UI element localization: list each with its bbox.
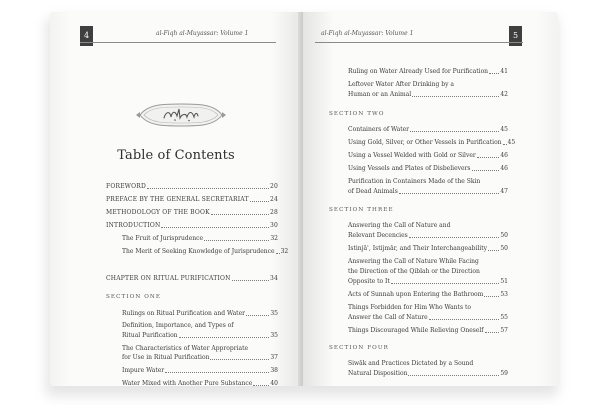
left-page bbox=[50, 12, 302, 386]
toc-entry: Using a Vessel Welded with Gold or Silver 46 bbox=[348, 152, 508, 159]
right-page bbox=[303, 12, 558, 386]
toc-entry-line: Answering the Call of Nature While Facing bbox=[348, 258, 479, 265]
page-number: 5 bbox=[509, 26, 522, 46]
toc-entry-preface: PREFACE BY THE GENERAL SECRETARIAT 24 bbox=[106, 196, 278, 203]
toc-entry-foreword: FOREWORD 20 bbox=[106, 183, 278, 190]
toc-entry: of Dead Animals 47 bbox=[348, 188, 508, 195]
toc-title: Table of Contents bbox=[117, 148, 235, 163]
toc-entry: Opposite to It 51 bbox=[348, 278, 508, 285]
toc-entry-line: Purification in Containers Made of the Skin bbox=[348, 178, 481, 185]
toc-entry: Impure Water 38 bbox=[122, 367, 278, 374]
toc-entry-line: Answering the Call of Nature and bbox=[348, 222, 451, 229]
toc-entry: Water Mixed with Another Pure Substance 40 bbox=[122, 380, 278, 386]
toc-entry-line: Leftover Water After Drinking by a bbox=[348, 81, 454, 88]
toc-entry: Natural Disposition 59 bbox=[348, 370, 508, 377]
toc-entry: Istinjāʾ, Istijmār, and Their Interchangeability 50 bbox=[348, 245, 508, 252]
toc-entry-introduction: INTRODUCTION 30 bbox=[106, 222, 278, 229]
toc-entry: Things Discouraged While Relieving Oneself 57 bbox=[348, 327, 508, 334]
toc-entry: Using Vessels and Plates of Disbelievers 46 bbox=[348, 165, 508, 172]
toc-entry-merit: The Merit of Seeking Knowledge of Jurisprudence 32 bbox=[122, 248, 289, 255]
toc-entry-line: The Characteristics of Water Appropriate bbox=[122, 345, 249, 352]
toc-entry: Using Gold, Silver, or Other Vessels in Purification 45 bbox=[348, 139, 516, 146]
toc-entry: for Use in Ritual Purification 37 bbox=[122, 354, 278, 361]
toc-entry: Human or an Animal 42 bbox=[348, 91, 508, 98]
toc-entry-methodology: METHODOLOGY OF THE BOOK 28 bbox=[106, 209, 278, 216]
toc-entry-line: the Direction of the Qiblah or the Direction bbox=[348, 268, 480, 275]
toc-entry-line: Definition, Importance, and Types of bbox=[122, 322, 234, 329]
toc-entry-fruit: The Fruit of Jurisprudence 32 bbox=[122, 235, 278, 242]
section-heading: SECTION THREE bbox=[329, 207, 394, 213]
toc-entry: Acts of Sunnah upon Entering the Bathroom 53 bbox=[348, 291, 508, 298]
toc-entry: Containers of Water 45 bbox=[348, 126, 508, 133]
toc-entry-line: Siwāk and Practices Dictated by a Sound bbox=[348, 360, 474, 367]
page-number: 4 bbox=[80, 26, 93, 46]
toc-entry: Rulings on Ritual Purification and Water 35 bbox=[122, 310, 278, 317]
header-rule bbox=[315, 42, 523, 43]
toc-entry: Relevant Decencies 50 bbox=[348, 232, 508, 239]
toc-entry: Ritual Purification 35 bbox=[122, 332, 278, 339]
section-heading: SECTION TWO bbox=[329, 111, 385, 117]
section-heading: SECTION FOUR bbox=[329, 345, 389, 351]
calligraphy-ornament-icon bbox=[134, 102, 228, 128]
running-head: al-Fiqh al-Muyassar: Volume 1 bbox=[321, 30, 414, 37]
toc-entry-chapter-purification: CHAPTER ON RITUAL PURIFICATION 34 bbox=[106, 275, 278, 282]
toc-entry-line: Things Forbidden for Him Who Wants to bbox=[348, 304, 471, 311]
toc-entry: Answer the Call of Nature 55 bbox=[348, 314, 508, 321]
header-rule bbox=[80, 42, 276, 43]
section-heading: SECTION ONE bbox=[106, 294, 162, 300]
running-head: al-Fiqh al-Muyassar: Volume 1 bbox=[156, 30, 249, 37]
toc-entry: Ruling on Water Already Used for Purification 41 bbox=[348, 68, 508, 75]
